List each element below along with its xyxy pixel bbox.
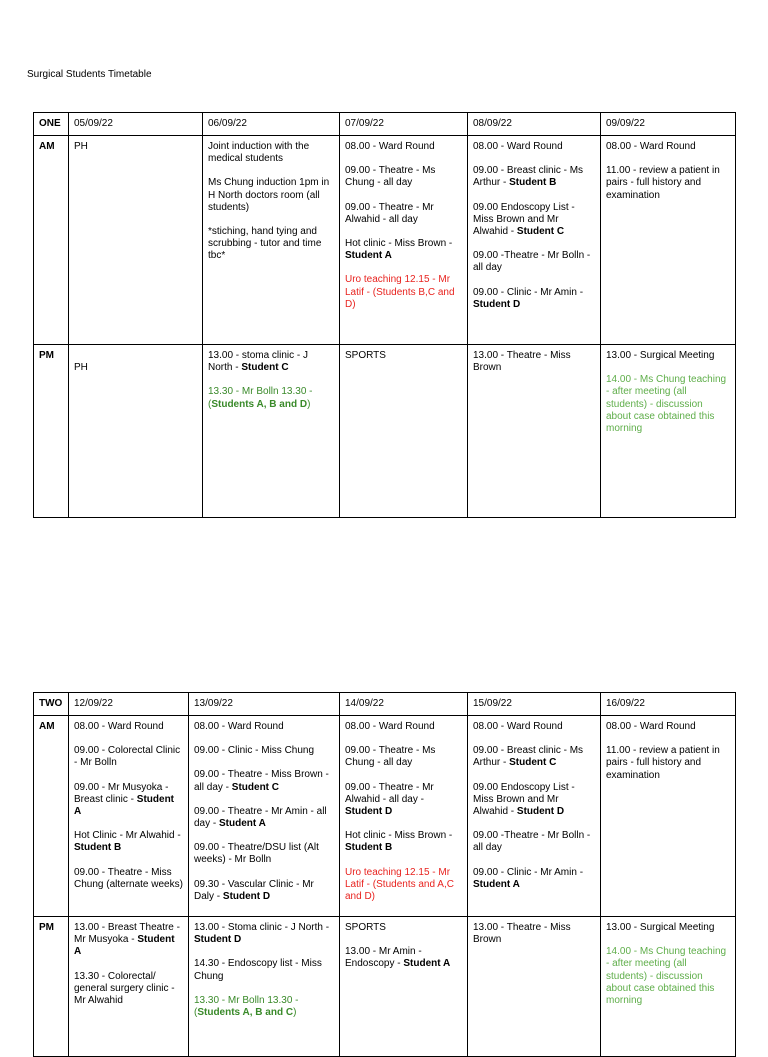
session-label: AM: [34, 716, 69, 917]
schedule-entry: [194, 745, 334, 757]
timetable-cell: [340, 716, 468, 917]
student-assignment: Student B: [74, 842, 122, 854]
entry-text: 09.00 Endoscopy List - Miss Brown and Mr Alwahid -: [473, 201, 575, 238]
schedule-entry: [473, 202, 595, 239]
entry-suffix: ): [307, 398, 311, 410]
entry-text: 13.00 - Theatre - Miss Brown: [473, 350, 571, 374]
schedule-entry: [74, 141, 197, 153]
schedule-entry: [473, 922, 595, 946]
schedule-entry: [194, 879, 334, 903]
timetable-cell: [189, 716, 340, 917]
student-assignment: Student A: [345, 250, 392, 262]
schedule-entry: [194, 842, 334, 866]
schedule-entry: [74, 971, 183, 1008]
entry-text: 13.30 - Colorectal/ general surgery clinic - Mr Alwahid: [74, 970, 175, 1007]
schedule-entry: [473, 782, 595, 819]
date-header: 16/09/22: [601, 693, 736, 716]
entry-text: 09.00 - Theatre - Ms Chung - all day: [345, 165, 436, 189]
entry-text: SPORTS: [345, 350, 386, 361]
student-assignment: Student B: [509, 177, 557, 189]
timetable-cell: [468, 345, 601, 518]
schedule-entry: [345, 745, 462, 769]
session-label: AM: [34, 136, 69, 345]
entry-text: 09.00 - Theatre - Mr Alwahid - all day -: [345, 781, 434, 805]
schedule-entry: [473, 830, 595, 854]
date-header: 06/09/22: [203, 113, 340, 136]
student-assignment: Student B: [345, 842, 393, 854]
student-assignment: Student A: [403, 958, 451, 970]
student-assignment: Student C: [509, 757, 557, 769]
schedule-entry: [74, 830, 183, 854]
schedule-entry: [345, 350, 462, 362]
entry-text: 09.00 - Theatre - Mr Alwahid - all day: [345, 201, 434, 225]
timetable-cell: [468, 136, 601, 345]
entry-text: 09.00 -Theatre - Mr Bolln - all day: [473, 250, 591, 274]
entry-suffix: ): [293, 1007, 297, 1019]
schedule-entry: [345, 141, 462, 153]
schedule-entry: [194, 721, 334, 733]
schedule-entry: [345, 238, 462, 262]
entry-text: 09.30 - Vascular Clinic - Mr Daly -: [194, 878, 314, 902]
timetable-cell: [69, 136, 203, 345]
student-assignment: Student D: [516, 806, 565, 818]
schedule-entry: [606, 374, 730, 435]
entry-text: 08.00 - Ward Round: [345, 141, 435, 152]
entry-text: 14.30 - Endoscopy list - Miss Chung: [194, 958, 322, 982]
schedule-entry: [345, 274, 462, 311]
entry-text: 13.00 - stoma clinic - J North -: [208, 350, 309, 374]
schedule-entry: [74, 782, 183, 819]
date-header: 13/09/22: [189, 693, 340, 716]
session-label: PM: [34, 917, 69, 1057]
schedule-entry: [194, 958, 334, 982]
schedule-entry: [194, 806, 334, 830]
date-header: 07/09/22: [340, 113, 468, 136]
entry-text: 08.00 - Ward Round: [473, 721, 563, 732]
timetable-cell: [468, 917, 601, 1057]
schedule-entry: [345, 782, 462, 819]
schedule-entry: [473, 350, 595, 374]
schedule-entry: [194, 769, 334, 793]
page-title: Surgical Students Timetable: [27, 69, 152, 80]
timetable-cell: [203, 345, 340, 518]
schedule-entry: [473, 250, 595, 274]
student-assignment: Student A: [74, 934, 175, 958]
entry-text: *stiching, hand tying and scrubbing - tutor and time tbc*: [208, 226, 322, 262]
date-header: 09/09/22: [601, 113, 736, 136]
schedule-entry: [345, 946, 462, 970]
entry-text: 08.00 - Ward Round: [473, 141, 563, 152]
schedule-entry: [345, 202, 462, 226]
timetable-cell: [189, 917, 340, 1057]
timetable-cell: [601, 917, 736, 1057]
student-assignment: Student A: [74, 793, 175, 818]
entry-text: 13.30 - Mr Bolln 13.30 - (: [194, 994, 299, 1019]
entry-text: 09.00 - Theatre - Miss Brown - all day -: [194, 769, 329, 793]
schedule-entry: [345, 830, 462, 854]
timetable-cell: [69, 345, 203, 518]
entry-text: 09.00 -Theatre - Mr Bolln - all day: [473, 830, 591, 854]
week-label: TWO: [34, 693, 69, 716]
student-assignment: Student D: [194, 934, 242, 946]
date-header: 15/09/22: [468, 693, 601, 716]
student-assignment: Student A: [219, 818, 266, 830]
timetable-cell: [468, 716, 601, 917]
schedule-entry: [606, 745, 730, 782]
schedule-entry: [194, 995, 334, 1019]
student-assignment: Student C: [241, 362, 289, 374]
entry-text: 09.00 - Clinic - Mr Amin -: [473, 866, 584, 878]
week-label: ONE: [34, 113, 69, 136]
entry-text: Uro teaching 12.15 - Mr Latif - (Students B,C and D): [345, 274, 455, 310]
student-assignment: Student D: [345, 806, 393, 818]
schedule-entry: [74, 350, 197, 374]
schedule-entry: [208, 386, 334, 410]
entry-text: Ms Chung induction 1pm in H North doctors room (all students): [208, 177, 330, 213]
student-assignment: Student A: [473, 878, 520, 890]
session-label: PM: [34, 345, 69, 518]
timetable-week-one: [33, 112, 736, 518]
timetable-cell: [601, 345, 736, 518]
student-assignment: Students A, B and D: [211, 398, 308, 410]
entry-text: 14.00 - Ms Chung teaching - after meeting (all students) - discussion about case obtained this morning: [606, 374, 727, 435]
entry-text: 09.00 - Theatre - Miss Chung (alternate weeks): [74, 866, 183, 890]
entry-text: 13.00 - Surgical Meeting: [606, 350, 715, 361]
student-assignment: Student D: [222, 890, 271, 902]
entry-text: 09.00 - Clinic - Miss Chung: [194, 745, 315, 757]
schedule-entry: [345, 165, 462, 189]
entry-text: Hot clinic - Miss Brown -: [345, 238, 453, 250]
entry-text: 09.00 - Colorectal Clinic - Mr Bolln: [74, 745, 181, 769]
entry-text: 09.00 - Breast clinic - Ms Arthur -: [473, 165, 584, 189]
entry-text: 13.00 - Theatre - Miss Brown: [473, 922, 571, 946]
header-row: [34, 693, 736, 716]
session-row: [34, 716, 736, 917]
schedule-entry: [473, 721, 595, 733]
entry-text: 13.00 - Mr Amin - Endoscopy -: [345, 946, 422, 970]
schedule-entry: [606, 350, 730, 362]
timetable-cell: [203, 136, 340, 345]
schedule-entry: [345, 867, 462, 904]
schedule-entry: [345, 922, 462, 934]
date-header: 05/09/22: [69, 113, 203, 136]
timetable-cell: [340, 917, 468, 1057]
schedule-entry: [208, 141, 334, 165]
schedule-entry: [606, 946, 730, 1007]
entry-text: 08.00 - Ward Round: [74, 721, 164, 732]
entry-text: 13.30 - Mr Bolln 13.30 - (: [208, 386, 313, 410]
schedule-entry: [606, 922, 730, 934]
date-header: 14/09/22: [340, 693, 468, 716]
schedule-entry: [473, 745, 595, 769]
entry-text: Joint induction with the medical students: [208, 141, 310, 165]
timetable-cell: [601, 716, 736, 917]
entry-text: 08.00 - Ward Round: [606, 721, 696, 732]
schedule-entry: [345, 721, 462, 733]
timetable-cell: [69, 917, 189, 1057]
entry-text: 11.00 - review a patient in pairs - full history and examination: [606, 165, 720, 201]
entry-text: 09.00 - Breast clinic - Ms Arthur -: [473, 745, 584, 769]
entry-text: SPORTS: [345, 922, 386, 933]
student-assignment: Student C: [516, 226, 565, 238]
schedule-entry: [208, 177, 334, 214]
entry-text: 09.00 - Mr Musyoka - Breast clinic -: [74, 781, 169, 805]
entry-text: 14.00 - Ms Chung teaching - after meeting (all students) - discussion about case obtained this morning: [606, 946, 727, 1007]
schedule-entry: [208, 350, 334, 374]
entry-text: 08.00 - Ward Round: [345, 721, 435, 732]
schedule-entry: [74, 745, 183, 769]
student-assignment: Student C: [231, 781, 280, 793]
session-row: [34, 136, 736, 345]
schedule-entry: [473, 287, 595, 311]
schedule-entry: [473, 141, 595, 153]
schedule-entry: [473, 165, 595, 189]
entry-text: Hot clinic - Miss Brown -: [345, 830, 453, 842]
timetable-cell: [340, 136, 468, 345]
entry-text: 09.00 - Theatre/DSU list (Alt weeks) - Mr Bolln: [194, 842, 319, 866]
schedule-entry: [74, 922, 183, 959]
timetable-cell: [601, 136, 736, 345]
schedule-entry: [606, 141, 730, 153]
schedule-entry: [74, 867, 183, 891]
entry-text: 11.00 - review a patient in pairs - full history and examination: [606, 745, 720, 781]
timetable-cell: [340, 345, 468, 518]
entry-text: PH: [74, 141, 88, 152]
entry-text: 08.00 - Ward Round: [194, 721, 284, 732]
schedule-entry: [194, 922, 334, 946]
timetable-cell: [69, 716, 189, 917]
entry-text: 13.00 - Stoma clinic - J North -: [194, 922, 330, 933]
student-assignment: Students A, B and C: [197, 1007, 294, 1019]
student-assignment: Student D: [473, 298, 521, 310]
schedule-entry: [74, 721, 183, 733]
entry-text: 09.00 Endoscopy List - Miss Brown and Mr Alwahid -: [473, 781, 575, 818]
session-row: [34, 917, 736, 1057]
date-header: 12/09/22: [69, 693, 189, 716]
schedule-entry: [606, 165, 730, 202]
schedule-entry: [473, 867, 595, 891]
timetable-week-two: [33, 692, 736, 1057]
schedule-entry: [606, 721, 730, 733]
session-row: [34, 345, 736, 518]
entry-text: 09.00 - Theatre - Ms Chung - all day: [345, 745, 436, 769]
header-row: [34, 113, 736, 136]
date-header: 08/09/22: [468, 113, 601, 136]
entry-text: 08.00 - Ward Round: [606, 141, 696, 152]
entry-text: 13.00 - Breast Theatre - Mr Musyoka -: [74, 922, 180, 946]
entry-text: PH: [74, 362, 88, 373]
entry-text: Uro teaching 12.15 - Mr Latif - (Students and A,C and D): [345, 866, 454, 903]
entry-text: 13.00 - Surgical Meeting: [606, 922, 715, 933]
entry-text: Hot Clinic - Mr Alwahid -: [74, 830, 181, 842]
entry-text: 09.00 - Theatre - Mr Amin - all day -: [194, 805, 327, 830]
schedule-entry: [208, 226, 334, 263]
entry-text: 09.00 - Clinic - Mr Amin -: [473, 286, 584, 298]
